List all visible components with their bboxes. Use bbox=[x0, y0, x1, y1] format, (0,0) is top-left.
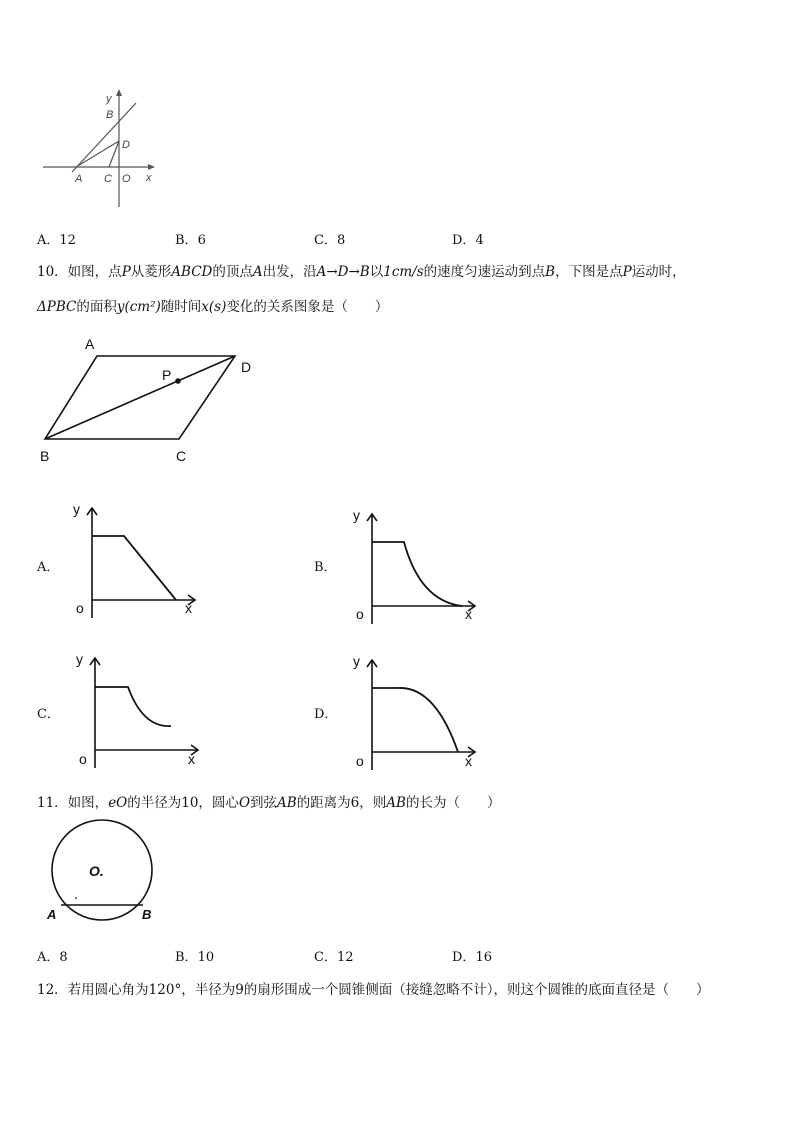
q11-option-d[interactable]: D．16 bbox=[452, 950, 492, 965]
x-axis-arrow bbox=[148, 164, 155, 170]
q9-option-d[interactable]: D．4 bbox=[452, 233, 484, 248]
label-B: B bbox=[142, 907, 152, 922]
label-D: D bbox=[241, 359, 252, 375]
label-y: y bbox=[76, 651, 83, 667]
label-o: o bbox=[356, 606, 364, 622]
label-P: P bbox=[162, 367, 172, 383]
graph-curve bbox=[372, 688, 458, 752]
q10-option-a-label[interactable]: A． bbox=[37, 560, 60, 575]
label-A: A bbox=[47, 907, 57, 922]
label-x: x bbox=[465, 606, 472, 622]
q10-graph-b[interactable] bbox=[350, 506, 490, 631]
graph-curve bbox=[95, 687, 171, 726]
q11-circle-figure bbox=[40, 818, 170, 928]
label-A: A bbox=[75, 173, 83, 185]
label-y: y bbox=[353, 653, 360, 669]
q10-graph-d[interactable] bbox=[350, 652, 490, 777]
label-x: x bbox=[465, 753, 472, 769]
label-D: D bbox=[122, 139, 130, 151]
q12-stem: 12．若用圆心角为120°，半径为9的扇形围成一个圆锥侧面（接缝忽略不计），则这个圆锥的底面直径是（ ） bbox=[37, 982, 710, 998]
q9-coordinate-figure bbox=[38, 85, 168, 215]
label-y: y bbox=[73, 501, 80, 517]
q11-option-a[interactable]: A．8 bbox=[37, 950, 68, 965]
q10-rhombus-figure bbox=[30, 330, 270, 470]
label-C: C bbox=[176, 448, 187, 464]
q9-option-a[interactable]: A．12 bbox=[37, 233, 76, 248]
point-P bbox=[175, 378, 181, 384]
y-axis-arrow bbox=[116, 89, 122, 96]
q10-graph-a[interactable] bbox=[70, 500, 210, 625]
small-dot bbox=[75, 897, 77, 899]
label-x: x bbox=[188, 751, 195, 767]
graph-curve bbox=[92, 536, 176, 600]
label-o: o bbox=[356, 753, 364, 769]
q10-stem-line1: 10．如图，点P从菱形ABCD的顶点A出发，沿A→D→B以1cm/s的速度匀速运动到点B，下图是点P运动时， bbox=[37, 264, 686, 280]
label-B: B bbox=[40, 448, 50, 464]
label-y: y bbox=[106, 93, 112, 105]
label-A: A bbox=[85, 336, 95, 352]
label-y: y bbox=[353, 507, 360, 523]
label-x: x bbox=[185, 600, 192, 616]
q10-stem-line2: ΔPBC的面积y(cm²)随时间x(s)变化的关系图象是（ ） bbox=[37, 299, 389, 315]
label-x: x bbox=[146, 172, 152, 184]
q9-option-b[interactable]: B．6 bbox=[175, 233, 206, 248]
label-O: O bbox=[122, 173, 131, 185]
segment-CD bbox=[109, 141, 119, 167]
q11-option-b[interactable]: B．10 bbox=[175, 950, 215, 965]
q11-option-c[interactable]: C．12 bbox=[314, 950, 354, 965]
label-C: C bbox=[104, 173, 112, 185]
q11-stem: 11．如图，eO的半径为10，圆心O到弦AB的距离为6，则AB的长为（ ） bbox=[37, 795, 501, 811]
graph-curve bbox=[372, 542, 462, 606]
q10-option-d-label[interactable]: D． bbox=[314, 707, 338, 722]
label-O: O. bbox=[89, 863, 104, 879]
label-o: o bbox=[79, 751, 87, 767]
q10-option-c-label[interactable]: C． bbox=[37, 707, 60, 722]
q9-option-c[interactable]: C．8 bbox=[314, 233, 346, 248]
line-AB bbox=[72, 103, 136, 172]
q10-option-b-label[interactable]: B． bbox=[314, 560, 337, 575]
label-B: B bbox=[106, 109, 114, 121]
q10-graph-c[interactable] bbox=[73, 650, 213, 775]
label-o: o bbox=[76, 600, 84, 616]
